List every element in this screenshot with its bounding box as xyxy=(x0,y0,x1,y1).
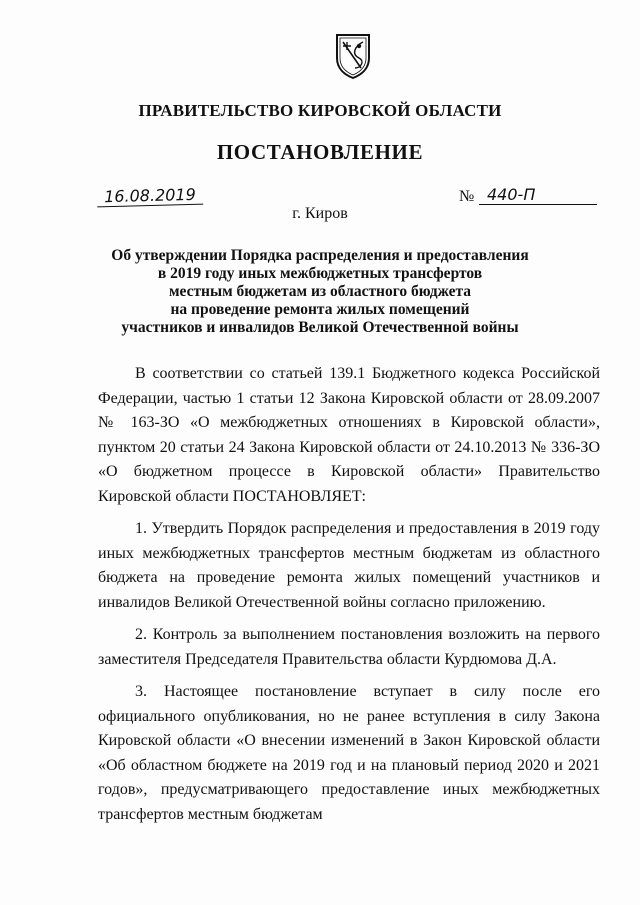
document-city: г. Киров xyxy=(292,205,348,222)
subject-line: участников и инвалидов Великой Отечественной войны xyxy=(121,319,519,336)
document-body xyxy=(98,362,600,835)
subject-line: Об утверждении Порядка распределения и предоставления xyxy=(111,247,529,264)
kirov-coat-of-arms-icon xyxy=(333,32,373,80)
document-type-title: ПОСТАНОВЛЕНИЕ xyxy=(216,140,424,164)
document-date: 16.08.2019 xyxy=(97,186,203,208)
document-subject xyxy=(80,247,560,337)
clause-3-paragraph: 3. Настоящее постановление вступает в силу после его официального опубликования, но не ранее вступления в силу Закона Кировской области «О внесении изменений в Закон Кировской области «Об областном бюджете на 2019 год и на плановый период 2020 и 2021 годов», предусматривающего предоставление иных межбюджетных трансфертов местным бюджетам xyxy=(98,683,600,823)
subject-line: в 2019 году иных межбюджетных трансфертов xyxy=(157,265,483,282)
document-number: 440-П xyxy=(479,186,597,205)
subject-line: местным бюджетам из областного бюджета xyxy=(168,283,472,300)
clause-2-paragraph: 2. Контроль за выполнением постановления возложить на первого заместителя Председателя Правительства области Курдюмова Д.А. xyxy=(98,626,600,668)
government-title: ПРАВИТЕЛЬСТВО КИРОВСКОЙ ОБЛАСТИ xyxy=(138,101,502,120)
preamble-paragraph: В соответствии со статьей 139.1 Бюджетного кодекса Российской Федерации, частью 1 статьи 12 Закона Кировской области от 28.09.2007 № 163-ЗО «О межбюджетных отношениях в Кировской области», пунктом 20 статьи 24 Закона Кировской области от 24.10.2013 № 336-ЗО «О бюджетном процессе в Кировской области» Правительство Кировской области ПОСТАНОВЛЯЕТ: xyxy=(98,365,600,505)
number-sign: № xyxy=(459,188,475,205)
subject-line: на проведение ремонта жилых помещений xyxy=(170,301,470,318)
clause-1-paragraph: 1. Утвердить Порядок распределения и предоставления в 2019 году иных межбюджетных трансфертов местным бюджетам из областного бюджета на проведение ремонта жилых помещений участников и инвалидов Великой Отечественной войны согласно приложению. xyxy=(98,520,600,611)
